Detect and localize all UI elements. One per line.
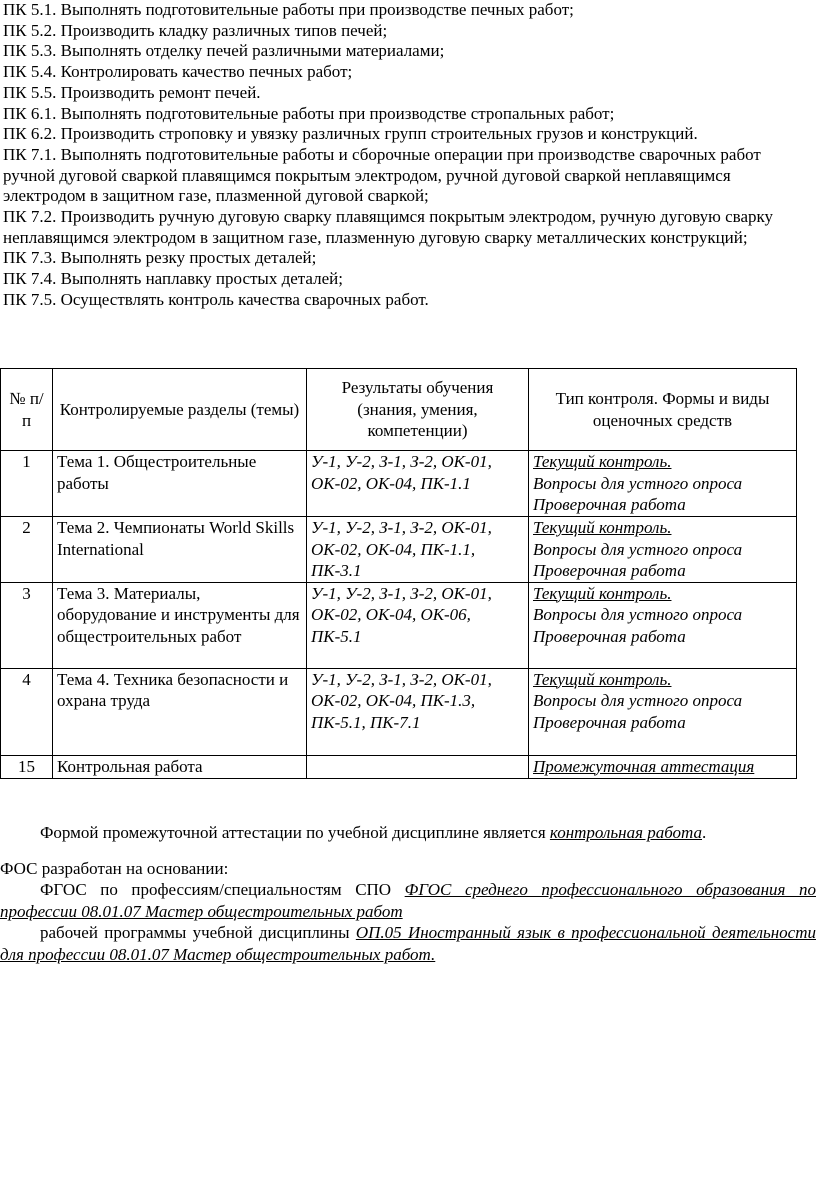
basis-heading: ФОС разработан на основании: xyxy=(0,858,229,878)
header-results: Результаты обучения (знания, умения, компетенции) xyxy=(307,369,529,451)
row-control xyxy=(529,755,797,778)
competency-item: ПК 5.3. Выполнять отделку печей различными материалами; xyxy=(3,41,445,61)
table-row xyxy=(1,755,797,778)
attestation-end: . xyxy=(702,823,707,842)
header-num: № п/п xyxy=(1,369,53,451)
attestation-paragraph xyxy=(0,822,816,844)
row-results: У-1, У-2, З-1, З-2, ОК-01, ОК-02, ОК-04, ПК-1.3, ПК-5.1, ПК-7.1 xyxy=(307,668,529,755)
row-control xyxy=(529,582,797,668)
attestation-text: Формой промежуточной аттестации по учебной дисциплине является xyxy=(40,823,550,842)
control-form: Вопросы для устного опроса xyxy=(533,691,743,710)
control-type: Текущий контроль. xyxy=(533,583,672,603)
row-control xyxy=(529,668,797,755)
control-form: Проверочная работа xyxy=(533,712,686,732)
table-row xyxy=(1,517,797,583)
competency-item: ПК 5.1. Выполнять подготовительные работы при производстве печных работ; xyxy=(3,0,574,19)
header-control: Тип контроля. Формы и виды оценочных средств xyxy=(529,369,797,451)
table-row xyxy=(1,451,797,517)
control-type: Текущий контроль. xyxy=(533,518,672,537)
row-section: Тема 4. Техника безопасности и охрана труда xyxy=(53,668,307,755)
competency-item: ПК 7.4. Выполнять наплавку простых деталей; xyxy=(3,269,343,289)
row-results: У-1, У-2, З-1, З-2, ОК-01, ОК-02, ОК-04, ОК-06, ПК-5.1 xyxy=(307,582,529,668)
competency-item: ПК 7.2. Производить ручную дуговую сварку плавящимся покрытым электродом, ручную дуговую сварку неплавящимся электродом в защитном газе, плазменную дуговую сварку металлических конструкций; xyxy=(3,207,774,247)
table-row xyxy=(1,668,797,755)
competency-item: ПК 7.5. Осуществлять контроль качества сварочных работ. xyxy=(3,289,429,309)
row-results: У-1, У-2, З-1, З-2, ОК-01, ОК-02, ОК-04, ПК-1.1 xyxy=(307,451,529,517)
table-row xyxy=(1,582,797,668)
row-num: 3 xyxy=(1,582,53,668)
row-results: У-1, У-2, З-1, З-2, ОК-01, ОК-02, ОК-04, ПК-1.1, ПК-3.1 xyxy=(307,517,529,583)
control-form: Проверочная работа xyxy=(533,626,686,646)
competency-item: ПК 6.1. Выполнять подготовительные работы при производстве стропальных работ; xyxy=(3,103,615,123)
program-paragraph xyxy=(0,922,816,965)
control-type: Текущий контроль. xyxy=(533,669,672,689)
attestation-form: контрольная работа xyxy=(549,823,703,842)
control-form: Вопросы для устного опроса xyxy=(533,473,743,493)
row-section: Тема 1. Общестроительные работы xyxy=(53,451,307,517)
row-section: Контрольная работа xyxy=(53,755,307,778)
row-control xyxy=(529,451,797,517)
row-num: 4 xyxy=(1,668,53,755)
control-type: Текущий контроль. xyxy=(533,452,672,471)
control-type: Промежуточная аттестация xyxy=(533,756,755,776)
program-label: рабочей программы учебной дисциплины xyxy=(40,923,356,942)
row-section: Тема 2. Чемпионаты World Skills International xyxy=(53,517,307,583)
competencies-list xyxy=(0,0,816,311)
basis-section xyxy=(0,822,816,965)
row-results xyxy=(307,755,529,778)
control-form: Вопросы для устного опроса xyxy=(533,539,743,559)
control-form: Проверочная работа xyxy=(533,495,686,514)
competency-item: ПК 5.2. Производить кладку различных типов печей; xyxy=(3,20,388,40)
table-header-row xyxy=(1,369,797,451)
row-num: 1 xyxy=(1,451,53,517)
row-num: 2 xyxy=(1,517,53,583)
header-section: Контролируемые разделы (темы) xyxy=(53,369,307,451)
fgos-label: ФГОС по профессиям/специальностям СПО xyxy=(40,880,405,899)
control-form: Вопросы для устного опроса xyxy=(533,605,743,624)
competency-item: ПК 5.5. Производить ремонт печей. xyxy=(3,82,261,102)
assessment-table xyxy=(0,368,797,779)
row-num: 15 xyxy=(1,755,53,778)
control-form: Проверочная работа xyxy=(533,561,686,580)
row-control xyxy=(529,517,797,583)
fgos-paragraph xyxy=(0,879,816,922)
program-value: ОП.05 Иностранный язык в профессиональной деятельности для профессии 08.01.07 Мастер общестроительных работ. xyxy=(0,923,816,964)
fgos-value: ФГОС среднего профессионального образования по профессии 08.01.07 Мастер общестроительных работ xyxy=(0,880,816,921)
competency-item: ПК 5.4. Контролировать качество печных работ; xyxy=(3,62,353,82)
competency-item: ПК 6.2. Производить строповку и увязку различных групп строительных грузов и конструкций. xyxy=(3,124,698,144)
competency-item: ПК 7.1. Выполнять подготовительные работы и сборочные операции при производстве сварочных работ ручной дуговой сваркой плавящимся покрытым электродом, ручной дуговой сваркой неплавящимся электродом в защитном газе, плазменной дуговой сваркой; xyxy=(3,144,761,206)
row-section: Тема 3. Материалы, оборудование и инструменты для общестроительных работ xyxy=(53,582,307,668)
competency-item: ПК 7.3. Выполнять резку простых деталей; xyxy=(3,248,317,268)
